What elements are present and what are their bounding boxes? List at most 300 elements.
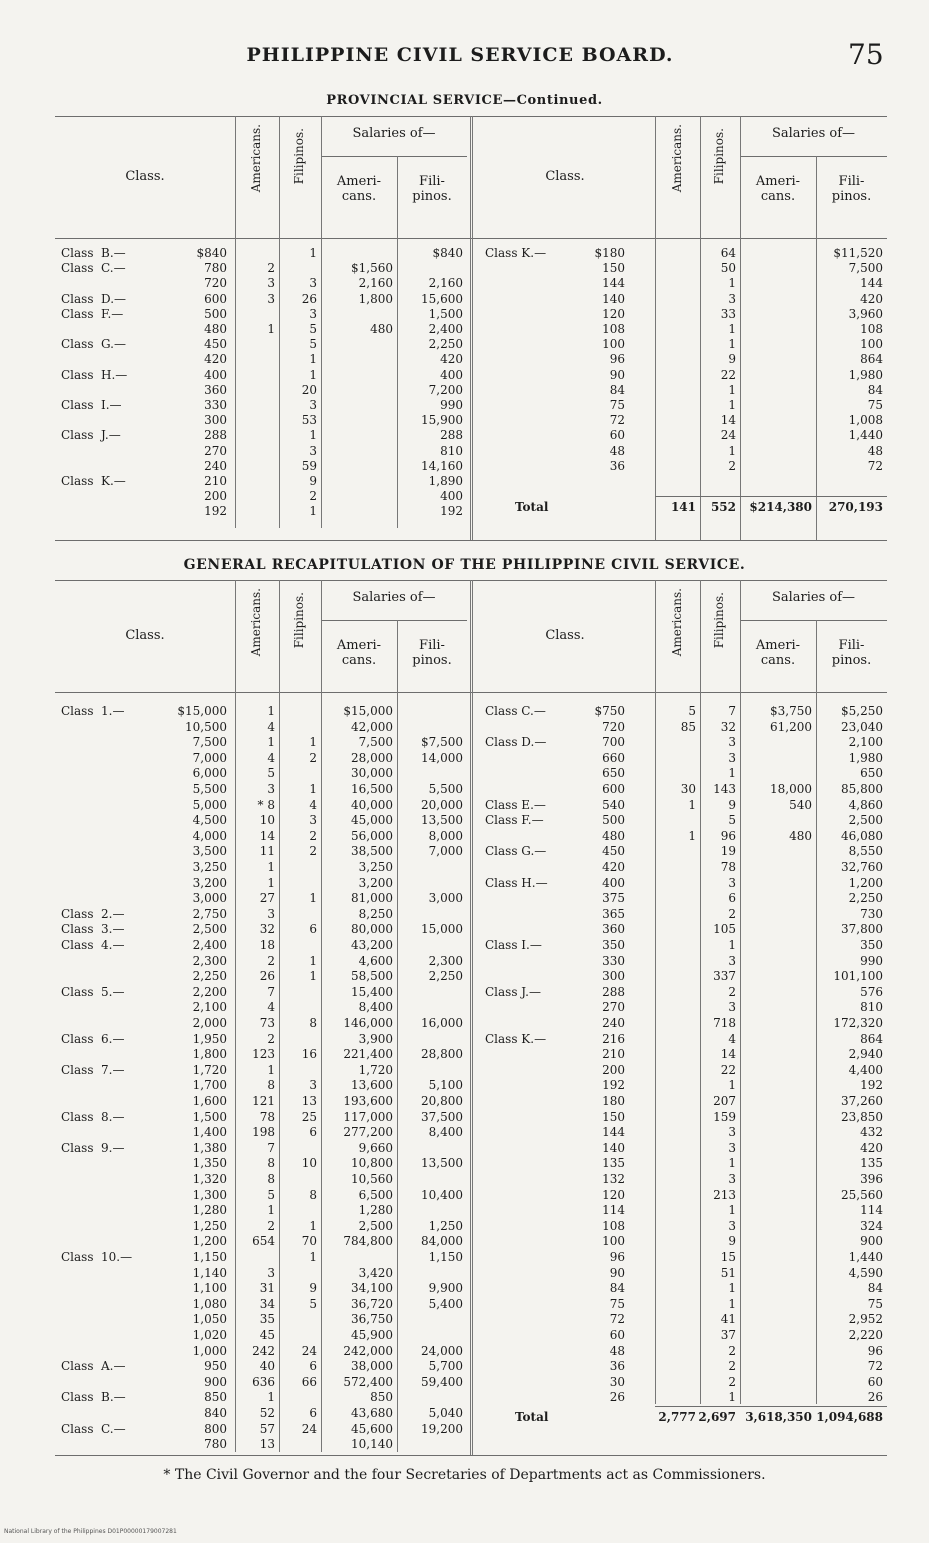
gen-row-sal-filipinos: 32,760 — [841, 860, 883, 874]
gen-row-filipinos: 6 — [309, 1406, 317, 1420]
gen-row-filipinos: 1 — [728, 766, 736, 781]
prov-row-sal-filipinos: 400 — [440, 367, 463, 382]
gen-row-americans: 7 — [267, 984, 275, 999]
prov-row-filipinos: 1 — [728, 337, 736, 352]
gen-row-filipinos: 24 — [301, 1343, 317, 1358]
gen-row-sal-americans: 277,200 — [343, 1125, 393, 1140]
gen-row-americans: 10 — [259, 813, 275, 828]
gen-row-sal-americans: 3,200 — [358, 875, 393, 890]
prov-row-sal-filipinos: 1,980 — [848, 367, 883, 382]
gen-row-sal-filipinos: 10,400 — [421, 1187, 463, 1202]
prov-row-filipinos: 2 — [728, 458, 736, 473]
gen-row-rate: 140 — [602, 1140, 625, 1155]
gen-right-header-americans: Americans. — [669, 588, 684, 657]
gen-row-filipinos: 3 — [728, 750, 736, 765]
gen-row-sal-americans: 16,500 — [351, 782, 393, 796]
gen-row-filipinos: 5 — [728, 813, 736, 828]
gen-row-sal-americans: 81,000 — [351, 891, 393, 906]
gen-row-sal-americans: 6,500 — [358, 1187, 393, 1202]
prov-row-rate: 60 — [609, 428, 625, 443]
prov-right-vrule — [816, 156, 817, 238]
gen-row-americans: 654 — [252, 1234, 275, 1249]
gen-row-sal-filipinos: 172,320 — [833, 1016, 883, 1030]
gen-right-row — [55, 1016, 887, 1032]
gen-row-sal-filipinos: 1,440 — [848, 1250, 883, 1264]
prov-row-filipinos: 1 — [309, 352, 317, 367]
gen-row-sal-filipinos: 26 — [867, 1390, 883, 1405]
gen-row-filipinos: 3 — [728, 1218, 736, 1233]
gen-row-rate: 1,140 — [192, 1265, 227, 1280]
gen-row-rate: 330 — [602, 953, 625, 968]
gen-right-header-salaries-rule — [740, 620, 887, 621]
gen-row-filipinos: 6 — [728, 891, 736, 906]
gen-row-class: Class I.— — [485, 938, 542, 952]
prov-row-sal-filipinos: 420 — [860, 291, 883, 306]
gen-row-class: Class H.— — [485, 875, 548, 890]
gen-row-filipinos: 2 — [728, 1359, 736, 1374]
library-stamp: National Library of the Philippines D01P00000179007281 — [4, 1528, 177, 1535]
gen-row-filipinos: 13 — [301, 1094, 317, 1108]
prov-row-filipinos: 1 — [728, 398, 736, 412]
gen-row-americans: 40 — [259, 1359, 275, 1374]
gen-row-sal-americans: 18,000 — [770, 782, 812, 796]
gen-row-filipinos: 105 — [713, 922, 736, 937]
prov-row-filipinos: 3 — [309, 398, 317, 412]
prov-bottom-rule — [55, 540, 887, 541]
gen-row-americans: 5 — [267, 766, 275, 781]
prov-row-sal-filipinos: 1,890 — [428, 474, 463, 488]
gen-row-class-word: Class — [61, 1390, 94, 1405]
prov-row-rate: 140 — [602, 291, 625, 306]
gen-row-sal-filipinos: 8,400 — [428, 1125, 463, 1140]
gen-row-class-word: Class — [61, 922, 94, 937]
prov-row-class-num: G.— — [101, 337, 126, 352]
prov-row-rate: 450 — [204, 337, 227, 352]
gen-row-rate: 1,250 — [192, 1218, 227, 1233]
gen-row-rate: 270 — [602, 1000, 625, 1015]
general-recapitulation-table — [55, 580, 887, 1455]
gen-total-americans: 2,777 — [658, 1410, 696, 1424]
prov-right-header-filipinos: Filipinos. — [712, 128, 726, 185]
gen-right-row — [55, 1063, 887, 1079]
prov-row-rate: 36 — [609, 458, 625, 473]
gen-row-sal-filipinos: 350 — [860, 938, 883, 952]
gen-total-sal-americans: 3,618,350 — [745, 1410, 812, 1424]
gen-row-sal-filipinos: 8,550 — [848, 844, 883, 859]
gen-row-sal-filipinos: 84 — [867, 1281, 883, 1296]
gen-row-rate: 1,320 — [192, 1172, 227, 1186]
gen-row-americans: 1 — [267, 1203, 275, 1218]
gen-right-row — [55, 1000, 887, 1016]
gen-right-vrule — [816, 620, 817, 692]
gen-row-rate: 84 — [609, 1281, 625, 1296]
gen-row-filipinos: 1 — [728, 1203, 736, 1218]
gen-row-americans: 52 — [259, 1406, 275, 1420]
gen-row-rate: 26 — [609, 1390, 625, 1405]
prov-right-row — [55, 398, 887, 413]
gen-row-rate: 350 — [602, 938, 625, 952]
prov-row-class-word: Class — [61, 261, 94, 276]
gen-row-americans: 8 — [267, 1172, 275, 1186]
gen-row-filipinos: 3 — [728, 1172, 736, 1186]
gen-row-rate: 4,500 — [192, 813, 227, 828]
prov-row-rate: 600 — [204, 291, 227, 306]
gen-row-americans: 123 — [252, 1047, 275, 1062]
gen-row-sal-filipinos: 810 — [860, 1000, 883, 1015]
prov-row-rate: 480 — [204, 322, 227, 336]
prov-left-header-salaries: Salaries of— — [352, 126, 436, 141]
gen-row-sal-americans: 8,250 — [358, 906, 393, 921]
gen-row-sal-filipinos: 3,000 — [428, 891, 463, 906]
gen-row-rate: 3,200 — [192, 875, 227, 890]
prov-row-sal-filipinos: 72 — [867, 458, 883, 473]
gen-row-class-num: 10.— — [101, 1250, 133, 1264]
gen-row-sal-filipinos: 23,040 — [841, 719, 883, 734]
prov-row-class-num: C.— — [101, 261, 126, 276]
gen-row-sal-filipinos: 15,000 — [421, 922, 463, 937]
gen-total-rule — [655, 1406, 887, 1407]
gen-row-americans: 32 — [259, 922, 275, 937]
prov-right-row — [55, 428, 887, 443]
gen-row-americans: 1 — [267, 1062, 275, 1077]
gen-row-class-num: 4.— — [101, 938, 125, 952]
gen-row-filipinos: 2 — [728, 984, 736, 999]
prov-row-sal-filipinos: 15,900 — [421, 413, 463, 428]
gen-row-rate: 288 — [602, 984, 625, 999]
prov-right-header-sal-americans: Ameri- cans. — [755, 174, 801, 204]
gen-row-rate: 3,500 — [192, 844, 227, 859]
gen-row-sal-filipinos: 1,150 — [428, 1250, 463, 1264]
gen-right-row — [55, 1172, 887, 1188]
gen-row-sal-filipinos: 101,100 — [833, 969, 883, 984]
prov-row-sal-filipinos: 1,008 — [848, 413, 883, 428]
gen-row-sal-filipinos: 2,250 — [428, 969, 463, 984]
gen-right-row — [55, 1281, 887, 1297]
gen-row-americans: 1 — [267, 704, 275, 718]
gen-right-row — [55, 1203, 887, 1219]
prov-row-sal-filipinos: 7,500 — [848, 261, 883, 276]
gen-row-americans: 2 — [267, 953, 275, 968]
gen-row-rate: 1,080 — [192, 1296, 227, 1311]
gen-row-filipinos: 19 — [720, 844, 736, 859]
gen-row-sal-filipinos: 324 — [860, 1218, 883, 1233]
gen-row-rate: 1,100 — [192, 1281, 227, 1296]
gen-row-filipinos: 1 — [309, 782, 317, 796]
gen-right-row — [55, 751, 887, 767]
prov-row-class-word: Class — [61, 367, 94, 382]
prov-row-filipinos: 3 — [728, 291, 736, 306]
gen-row-americans: 4 — [267, 719, 275, 734]
gen-row-class-num: C.— — [101, 1421, 126, 1436]
prov-row-sal-filipinos: 2,250 — [428, 337, 463, 352]
prov-row-filipinos: 24 — [720, 428, 736, 443]
prov-row-class-num: K.— — [101, 474, 126, 488]
gen-row-sal-americans: 58,500 — [351, 969, 393, 984]
gen-row-sal-americans: 3,420 — [358, 1265, 393, 1280]
gen-row-sal-americans: 117,000 — [343, 1109, 393, 1124]
prov-row-rate: 300 — [204, 413, 227, 428]
gen-row-sal-americans: 38,500 — [351, 844, 393, 859]
gen-row-rate: 1,400 — [192, 1125, 227, 1140]
prov-right-vrule — [700, 116, 701, 238]
gen-row-filipinos: 1 — [728, 1296, 736, 1311]
gen-row-rate: 1,020 — [192, 1328, 227, 1342]
prov-row-filipinos: 1 — [309, 367, 317, 382]
gen-row-sal-americans: 43,200 — [351, 938, 393, 952]
gen-right-row — [55, 860, 887, 876]
prov-row-filipinos: 2 — [309, 489, 317, 504]
gen-row-class-word: Class — [61, 1140, 94, 1155]
gen-row-filipinos: 70 — [301, 1234, 317, 1249]
gen-right-row — [55, 1359, 887, 1375]
gen-row-class-word: Class — [61, 906, 94, 921]
gen-row-americans: 13 — [259, 1437, 275, 1452]
prov-total-sal-americans: $214,380 — [749, 500, 812, 514]
prov-right-vrule — [740, 116, 741, 238]
gen-row-sal-filipinos: 730 — [860, 906, 883, 921]
gen-right-row — [55, 969, 887, 985]
gen-row-sal-americans: 1,280 — [358, 1203, 393, 1218]
prov-row-class-num: B.— — [101, 246, 126, 260]
gen-row-filipinos: 1 — [728, 938, 736, 952]
gen-row-americans: 1 — [688, 828, 696, 843]
prov-row-sal-filipinos: 810 — [440, 443, 463, 458]
gen-row-class-num: 2.— — [101, 906, 125, 921]
gen-row-class-num: B.— — [101, 1390, 126, 1405]
prov-row-rate: 200 — [204, 489, 227, 504]
gen-row-class-word: Class — [61, 704, 94, 718]
gen-row-class-word: Class — [61, 1359, 94, 1374]
gen-row-sal-americans: 36,750 — [351, 1312, 393, 1327]
gen-row-rate: 192 — [602, 1078, 625, 1093]
prov-row-rate: 96 — [609, 352, 625, 367]
gen-row-americans: 4 — [267, 1000, 275, 1015]
gen-right-row — [55, 891, 887, 907]
gen-row-sal-filipinos: 25,560 — [841, 1187, 883, 1202]
gen-row-sal-filipinos: 1,200 — [848, 875, 883, 890]
prov-row-filipinos: 22 — [720, 367, 736, 382]
gen-right-row — [55, 907, 887, 923]
prov-left-vrule — [279, 116, 280, 238]
gen-row-sal-filipinos: 8,000 — [428, 828, 463, 843]
gen-row-sal-filipinos: 20,800 — [421, 1094, 463, 1108]
gen-row-rate: 660 — [602, 750, 625, 765]
gen-row-americans: 26 — [259, 969, 275, 984]
gen-row-sal-americans: 4,600 — [358, 953, 393, 968]
gen-row-americans: 2 — [267, 1218, 275, 1233]
gen-row-rate: 90 — [609, 1265, 625, 1280]
gen-row-class-num: 9.— — [101, 1140, 125, 1155]
gen-row-rate: 3,250 — [192, 860, 227, 874]
gen-row-rate: 1,500 — [192, 1109, 227, 1124]
gen-row-sal-americans: 9,660 — [358, 1140, 393, 1155]
gen-right-row — [55, 720, 887, 736]
gen-row-americans: 1 — [267, 735, 275, 750]
gen-row-filipinos: 4 — [309, 797, 317, 812]
gen-row-rate: 150 — [602, 1109, 625, 1124]
gen-row-rate: 900 — [204, 1374, 227, 1389]
prov-left-header-filipinos: Filipinos. — [292, 128, 306, 185]
gen-row-sal-filipinos: 5,100 — [428, 1078, 463, 1093]
gen-right-header-salaries: Salaries of— — [771, 590, 856, 605]
prov-total-filipinos: 552 — [710, 500, 736, 514]
gen-right-header-sal-americans: Ameri- cans. — [755, 638, 801, 668]
prov-right-header-salaries: Salaries of— — [771, 126, 856, 141]
prov-row-americans: 3 — [267, 276, 275, 291]
gen-right-vrule — [655, 580, 656, 692]
gen-left-header-americans: Americans. — [249, 588, 263, 657]
gen-row-filipinos: 2 — [728, 1343, 736, 1358]
prov-row-sal-filipinos: 48 — [867, 443, 883, 458]
gen-right-row — [55, 1266, 887, 1282]
prov-row-sal-filipinos: 15,600 — [421, 291, 463, 306]
gen-row-sal-americans: 8,400 — [358, 1000, 393, 1015]
gen-row-class-num: 3.— — [101, 922, 125, 937]
prov-row-class-num: J.— — [101, 428, 121, 443]
prov-row-sal-filipinos: 14,160 — [421, 458, 463, 473]
gen-row-sal-filipinos: 650 — [860, 766, 883, 781]
gen-row-americans: 198 — [252, 1125, 275, 1140]
prov-row-rate: 270 — [204, 443, 227, 458]
running-header — [0, 38, 929, 78]
gen-row-americans: 85 — [680, 719, 696, 734]
prov-row-rate: 90 — [609, 367, 625, 382]
prov-row-class: Class K.— — [485, 246, 547, 260]
prov-row-rate: $180 — [594, 246, 625, 260]
prov-row-filipinos: 1 — [309, 246, 317, 260]
gen-row-rate: 600 — [602, 782, 625, 796]
gen-right-row — [55, 844, 887, 860]
gen-row-filipinos: 6 — [309, 1359, 317, 1374]
gen-row-sal-americans: 242,000 — [343, 1343, 393, 1358]
prov-row-rate: 144 — [602, 276, 625, 291]
gen-row-rate: 1,300 — [192, 1187, 227, 1202]
gen-row-rate: 120 — [602, 1187, 625, 1202]
gen-row-filipinos: 1 — [728, 1078, 736, 1093]
gen-row-americans: 121 — [252, 1094, 275, 1108]
gen-row-sal-americans: 80,000 — [351, 922, 393, 937]
gen-right-row — [55, 1110, 887, 1126]
prov-row-rate: 192 — [204, 504, 227, 519]
gen-row-sal-americans: 45,900 — [351, 1328, 393, 1342]
gen-row-filipinos: 3 — [728, 1000, 736, 1015]
prov-row-rate: 288 — [204, 428, 227, 443]
gen-left-header-filipinos: Filipinos. — [292, 592, 306, 649]
gen-right-header-sal-filipinos: Fili- pinos. — [831, 638, 872, 668]
gen-row-filipinos: 1 — [309, 1218, 317, 1233]
gen-row-class: Class C.— — [485, 704, 546, 718]
gen-row-rate: 1,050 — [192, 1312, 227, 1327]
gen-row-sal-filipinos: 46,080 — [841, 828, 883, 843]
gen-row-sal-filipinos: 396 — [860, 1172, 883, 1186]
gen-row-filipinos: 1 — [728, 1281, 736, 1296]
prov-row-rate: 72 — [609, 413, 625, 428]
gen-row-sal-americans: 193,600 — [343, 1094, 393, 1108]
prov-row-rate: 720 — [204, 276, 227, 291]
gen-row-americans: 8 — [267, 1156, 275, 1171]
prov-right-row — [55, 352, 887, 367]
gen-row-americans: 5 — [267, 1187, 275, 1202]
prov-row-filipinos: 1 — [728, 443, 736, 458]
gen-row-filipinos: 96 — [720, 828, 736, 843]
gen-row-rate: 840 — [204, 1406, 227, 1420]
gen-row-filipinos: 7 — [728, 704, 736, 718]
prov-row-sal-filipinos: 144 — [860, 276, 883, 291]
gen-row-filipinos: 2 — [728, 906, 736, 921]
prov-row-sal-filipinos: 2,160 — [428, 276, 463, 291]
gen-row-filipinos: 143 — [713, 782, 736, 796]
gen-row-americans: 4 — [267, 750, 275, 765]
gen-row-filipinos: 10 — [301, 1156, 317, 1171]
prov-row-rate: 100 — [602, 337, 625, 352]
gen-row-sal-filipinos: 990 — [860, 953, 883, 968]
gen-row-americans: * 8 — [257, 797, 275, 812]
gen-row-rate: 1,700 — [192, 1078, 227, 1093]
gen-row-sal-filipinos: 2,952 — [848, 1312, 883, 1327]
prov-left-row — [55, 474, 887, 489]
prov-row-class-num: F.— — [101, 306, 124, 321]
gen-row-rate: 1,600 — [192, 1094, 227, 1108]
gen-row-sal-filipinos: 1,250 — [428, 1218, 463, 1233]
gen-row-class: Class K.— — [485, 1031, 547, 1046]
gen-right-row — [55, 1032, 887, 1048]
gen-row-sal-filipinos: 85,800 — [841, 782, 883, 796]
gen-right-row — [55, 1250, 887, 1266]
gen-row-sal-filipinos: 4,860 — [848, 797, 883, 812]
prov-left-header-class: Class. — [125, 169, 165, 184]
gen-row-sal-filipinos: 96 — [867, 1343, 883, 1358]
gen-row-filipinos: 1 — [728, 1390, 736, 1405]
gen-row-americans: 2 — [267, 1031, 275, 1046]
gen-row-rate: 540 — [602, 797, 625, 812]
page-number: 75 — [848, 38, 884, 71]
gen-row-americans: 78 — [259, 1109, 275, 1124]
prov-row-sal-americans: 2,160 — [358, 276, 393, 291]
gen-row-sal-americans: $3,750 — [770, 704, 812, 718]
gen-row-sal-filipinos: 20,000 — [421, 797, 463, 812]
prov-right-row — [55, 307, 887, 322]
prov-right-row — [55, 337, 887, 352]
gen-row-rate: 75 — [609, 1296, 625, 1311]
gen-row-class-word: Class — [61, 1250, 94, 1264]
gen-row-rate: 2,250 — [192, 969, 227, 984]
prov-row-sal-filipinos: 192 — [440, 504, 463, 519]
gen-row-class-num: 6.— — [101, 1031, 125, 1046]
gen-row-sal-filipinos: 432 — [860, 1125, 883, 1140]
gen-row-rate: 1,350 — [192, 1156, 227, 1171]
gen-row-filipinos: 32 — [720, 719, 736, 734]
gen-row-rate: 800 — [204, 1421, 227, 1436]
gen-right-row — [55, 1141, 887, 1157]
gen-row-sal-americans: 34,100 — [351, 1281, 393, 1296]
gen-row-rate: 2,500 — [192, 922, 227, 937]
gen-right-row — [55, 798, 887, 814]
gen-row-sal-americans: 480 — [789, 828, 812, 843]
prov-right-row — [55, 322, 887, 337]
gen-row-sal-filipinos: 4,590 — [848, 1265, 883, 1280]
gen-row-sal-americans: 43,680 — [351, 1406, 393, 1420]
gen-row-filipinos: 2 — [309, 844, 317, 859]
prov-right-row — [55, 246, 887, 261]
gen-right-row — [55, 1156, 887, 1172]
gen-row-sal-filipinos: 2,250 — [848, 891, 883, 906]
gen-row-filipinos: 1 — [309, 891, 317, 906]
gen-right-row — [55, 1375, 887, 1391]
gen-row-sal-filipinos: 14,000 — [421, 750, 463, 765]
gen-row-sal-filipinos: 28,800 — [421, 1047, 463, 1062]
gen-row-class: Class E.— — [485, 797, 546, 812]
prov-row-filipinos: 26 — [301, 291, 317, 306]
